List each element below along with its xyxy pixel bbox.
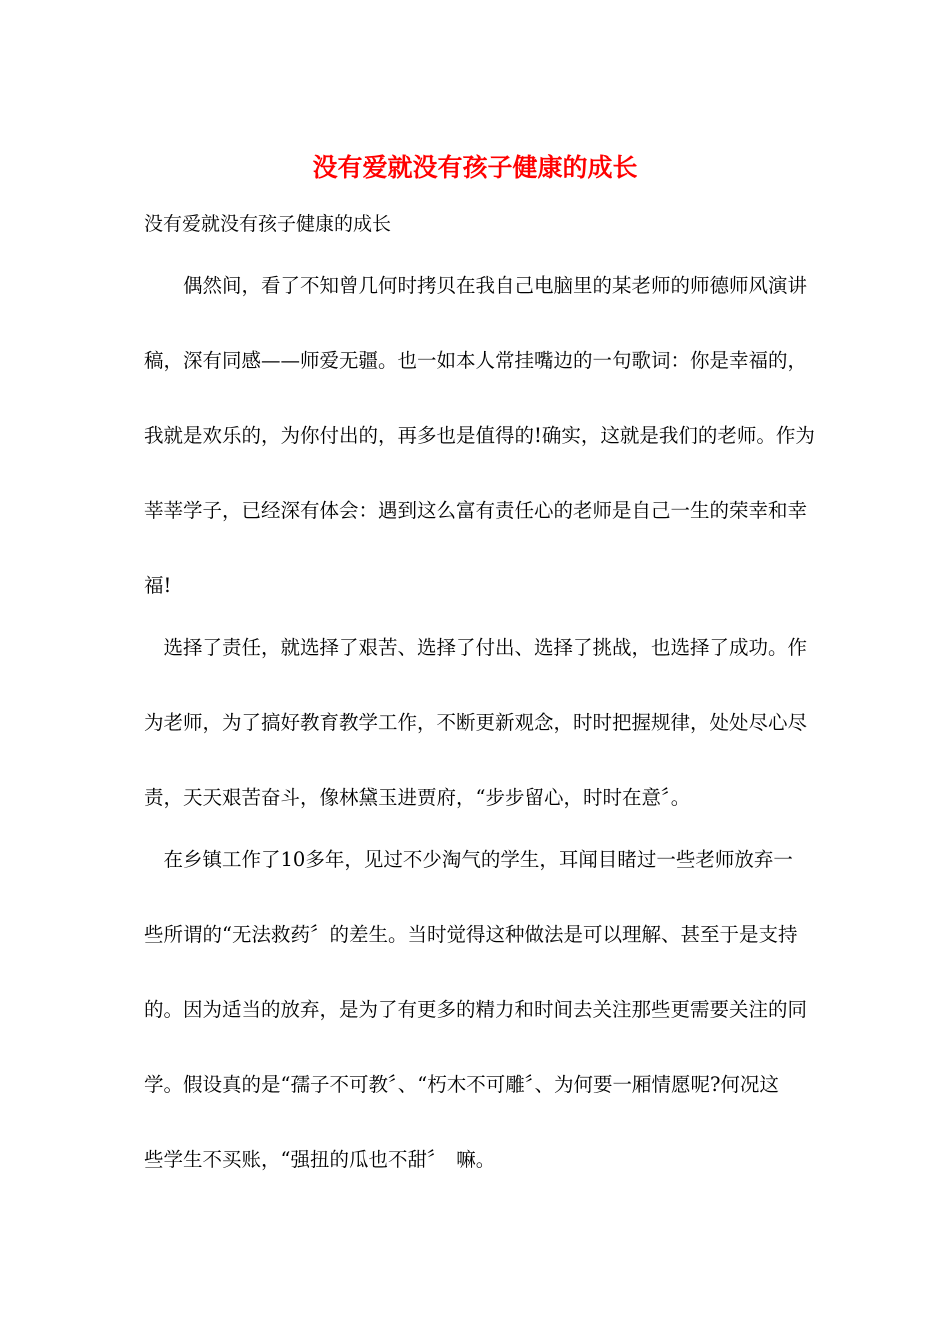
paragraph-line: 些学生不买账，“强扭的瓜也不甜〞 嘛。 — [144, 1148, 496, 1171]
paragraph-line: 为老师，为了搞好教育教学工作，不断更新观念，时时把握规律，处处尽心尽 — [144, 711, 808, 734]
document-subtitle: 没有爱就没有孩子健康的成长 — [144, 213, 392, 235]
document-title: 没有爱就没有孩子健康的成长 — [312, 153, 638, 182]
paragraph-line: 在乡镇工作了10多年，见过不少淘气的学生，耳闻目睹过一些老师放弃一 — [144, 848, 793, 871]
paragraph-line: 福! — [144, 574, 172, 597]
paragraph-line: 学。假设真的是“孺子不可教〞、“朽木不可雕〞、为何要一厢情愿呢?何况这 — [144, 1073, 779, 1096]
paragraph-line: 莘莘学子，已经深有体会：遇到这么富有责任心的老师是自己一生的荣幸和幸 — [144, 499, 808, 522]
paragraph-line: 责，天天艰苦奋斗，像林黛玉进贾府，“步步留心，时时在意〞。 — [144, 786, 691, 809]
paragraph-line: 我就是欢乐的，为你付出的，再多也是值得的!确实，这就是我们的老师。作为 — [144, 424, 815, 447]
paragraph-line: 些所谓的“无法救药〞的差生。当时觉得这种做法是可以理解、甚至于是支持 — [144, 923, 798, 946]
paragraph-line: 选择了责任，就选择了艰苦、选择了付出、选择了挑战，也选择了成功。作 — [144, 636, 808, 659]
paragraph-line: 的。因为适当的放弃，是为了有更多的精力和时间去关注那些更需要关注的同 — [144, 998, 808, 1021]
paragraph-line: 偶然间，看了不知曾几何时拷贝在我自己电脑里的某老师的师德师风演讲 — [144, 274, 808, 297]
paragraph-line: 稿，深有同感——师爱无疆。也一如本人常挂嘴边的一句歌词：你是幸福的， — [144, 349, 808, 372]
